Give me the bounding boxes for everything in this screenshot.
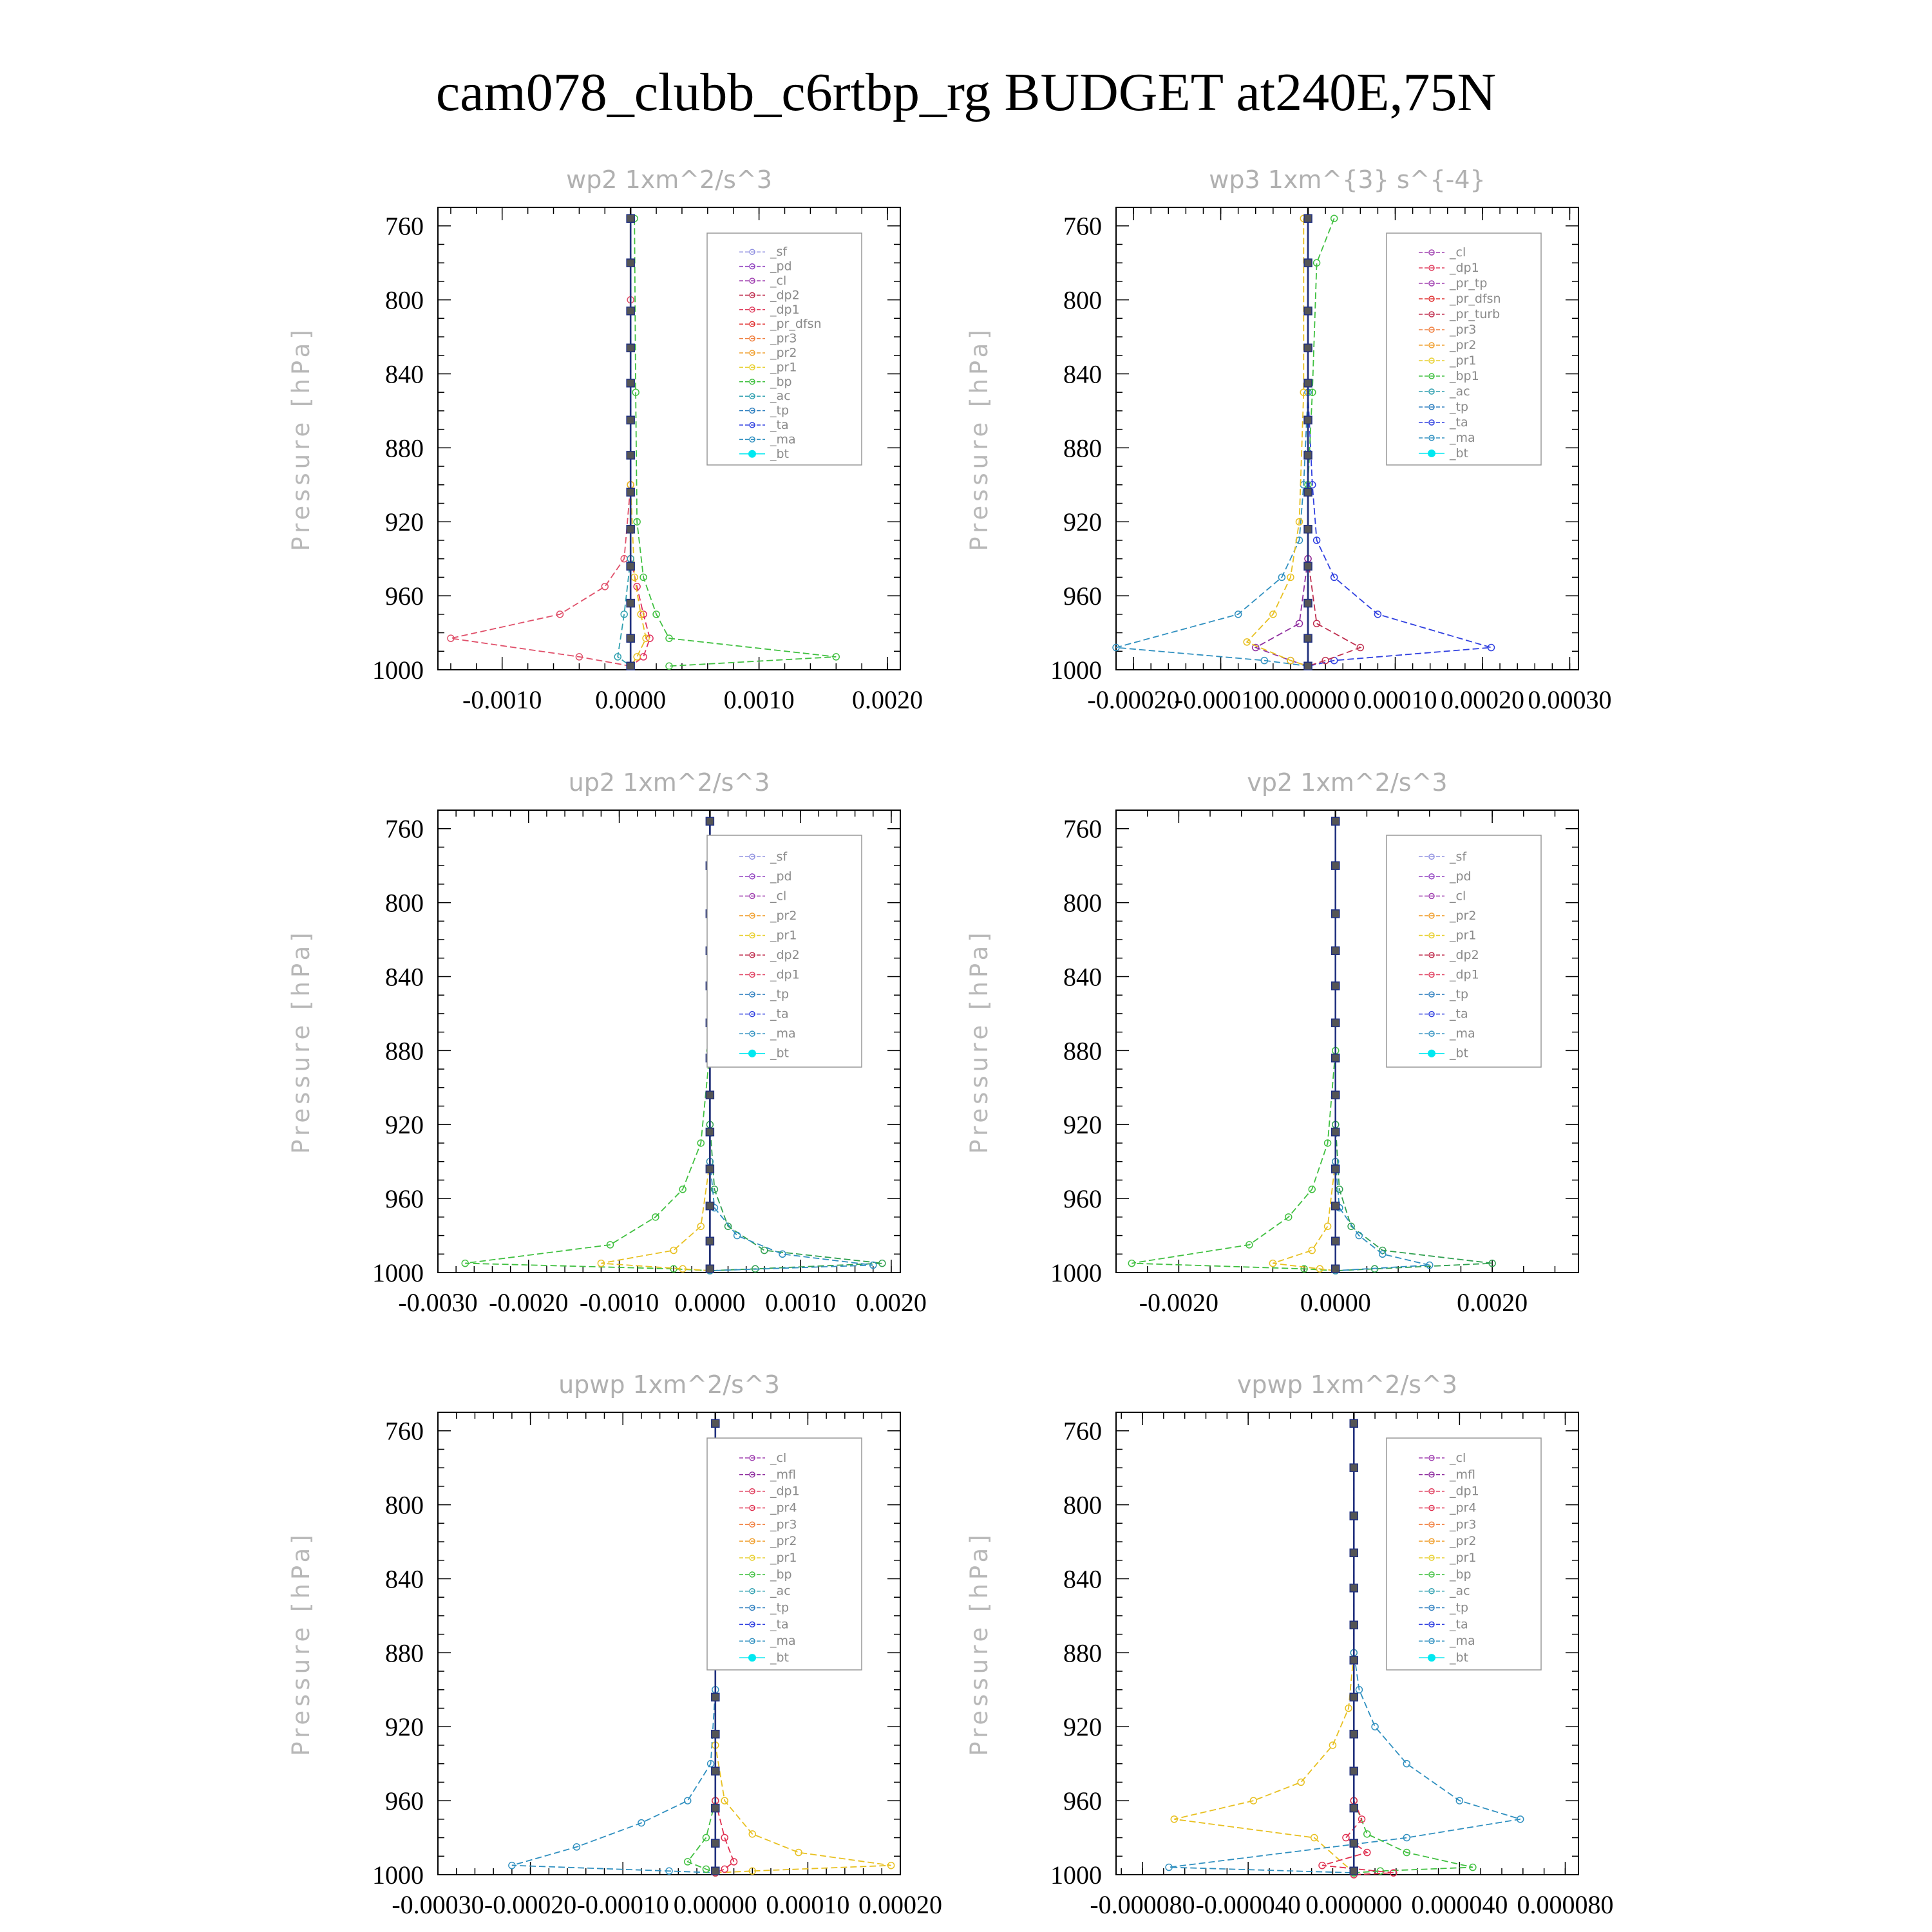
legend-entry: _pr2 bbox=[1450, 338, 1477, 352]
y-tick-label: 1000 bbox=[1050, 1861, 1102, 1889]
data-point bbox=[1350, 1656, 1358, 1664]
y-tick-label: 920 bbox=[1063, 1110, 1102, 1140]
legend-entry: _dp1 bbox=[1450, 1484, 1479, 1499]
legend-entry: _dp1 bbox=[770, 302, 800, 317]
x-tick-label: 0.0000 bbox=[674, 1288, 746, 1317]
y-tick-label: 1000 bbox=[372, 656, 424, 685]
chart-panel-5 bbox=[287, 1370, 942, 1919]
y-tick-label: 840 bbox=[1063, 359, 1102, 389]
y-axis-label: Pressure [hPa] bbox=[965, 326, 993, 551]
chart-panel-2 bbox=[965, 166, 1611, 714]
legend-entry: _pr2 bbox=[1450, 908, 1477, 923]
y-tick-label: 920 bbox=[385, 507, 424, 537]
data-point bbox=[640, 654, 647, 660]
data-point bbox=[1304, 416, 1312, 424]
data-point bbox=[1304, 662, 1312, 670]
legend-entry: _ta bbox=[1450, 415, 1468, 430]
y-axis-label: Pressure [hPa] bbox=[287, 1531, 315, 1756]
data-point bbox=[712, 1839, 719, 1847]
y-tick-label: 880 bbox=[385, 1036, 424, 1066]
series-line-pr_turb bbox=[1256, 218, 1308, 666]
x-tick-label: -0.0020 bbox=[1139, 1288, 1219, 1317]
y-tick-label: 960 bbox=[1063, 1184, 1102, 1214]
legend-entry: _bt bbox=[770, 1046, 790, 1061]
x-tick-label: 0.000000 bbox=[1305, 1890, 1403, 1919]
legend-entry: _ac bbox=[770, 389, 791, 404]
legend-entry: _tp bbox=[1450, 1600, 1469, 1615]
x-tick-label: 0.00020 bbox=[1440, 685, 1524, 714]
y-tick-label: 760 bbox=[1063, 211, 1102, 241]
y-tick-label: 760 bbox=[1063, 814, 1102, 844]
data-point bbox=[1332, 1237, 1340, 1245]
data-point bbox=[712, 1419, 719, 1427]
data-point bbox=[1332, 1202, 1340, 1210]
data-point bbox=[1304, 562, 1312, 570]
x-tick-label: 0.000040 bbox=[1411, 1890, 1508, 1919]
data-point bbox=[627, 416, 634, 424]
legend-entry: _pr3 bbox=[770, 331, 797, 346]
x-tick-label: 0.0020 bbox=[1457, 1288, 1528, 1317]
legend-marker bbox=[1428, 450, 1435, 457]
data-point bbox=[1314, 620, 1320, 627]
data-point bbox=[1332, 1128, 1340, 1136]
y-tick-label: 880 bbox=[1063, 1638, 1102, 1668]
y-tick-label: 800 bbox=[1063, 285, 1102, 315]
panel-title: wp2 1xm^2/s^3 bbox=[566, 166, 772, 194]
legend-entry: _dp1 bbox=[1450, 967, 1479, 982]
data-point bbox=[1325, 1223, 1331, 1229]
data-point bbox=[1350, 1584, 1358, 1592]
x-tick-label: -0.00020 bbox=[1087, 685, 1180, 714]
data-point bbox=[627, 634, 634, 642]
data-point bbox=[1332, 982, 1340, 990]
data-point bbox=[1304, 451, 1312, 459]
data-point bbox=[1309, 1247, 1315, 1254]
legend-entry: _dp2 bbox=[1450, 948, 1479, 962]
x-tick-label: -0.000080 bbox=[1090, 1890, 1195, 1919]
legend-marker bbox=[1428, 1050, 1435, 1057]
legend-entry: _pr4 bbox=[1450, 1501, 1477, 1515]
x-tick-label: 0.00000 bbox=[673, 1890, 757, 1919]
x-tick-label: -0.00010 bbox=[576, 1890, 669, 1919]
legend-entry: _bt bbox=[770, 446, 790, 461]
legend-entry: _pr_turb bbox=[1450, 307, 1501, 321]
panel-title: up2 1xm^2/s^3 bbox=[568, 768, 770, 797]
x-tick-label: 0.0000 bbox=[1300, 1288, 1371, 1317]
legend-entry: _cl bbox=[770, 274, 787, 288]
legend-entry: _pr_dfsn bbox=[1450, 292, 1501, 306]
data-point bbox=[627, 379, 634, 387]
y-tick-label: 960 bbox=[385, 582, 424, 611]
legend-entry: _ac bbox=[770, 1584, 791, 1598]
x-tick-label: 0.0010 bbox=[723, 685, 795, 714]
data-point bbox=[721, 1866, 728, 1872]
data-point bbox=[1350, 1419, 1358, 1427]
legend-entry: _ma bbox=[770, 1634, 796, 1649]
data-point bbox=[706, 1237, 714, 1245]
y-tick-label: 960 bbox=[385, 1184, 424, 1214]
data-point bbox=[712, 1693, 719, 1701]
page-title: cam078_clubb_c6rtbp_rg BUDGET at240E,75N bbox=[435, 62, 1497, 122]
y-tick-label: 1000 bbox=[1050, 1258, 1102, 1287]
y-tick-label: 800 bbox=[1063, 1490, 1102, 1520]
y-tick-label: 920 bbox=[1063, 507, 1102, 537]
data-point bbox=[627, 307, 634, 315]
y-tick-label: 960 bbox=[1063, 582, 1102, 611]
legend-entry: _cl bbox=[770, 889, 787, 904]
data-point bbox=[1332, 817, 1340, 825]
legend-entry: _ma bbox=[1450, 1634, 1475, 1649]
legend-entry: _pr3 bbox=[1450, 323, 1477, 337]
x-tick-label: 0.000080 bbox=[1517, 1890, 1614, 1919]
legend-entry: _bt bbox=[1450, 1651, 1469, 1665]
series-line-ma bbox=[1116, 218, 1308, 666]
data-point bbox=[1332, 1091, 1340, 1099]
x-tick-label: 0.00000 bbox=[1266, 685, 1350, 714]
data-point bbox=[1332, 1054, 1340, 1062]
x-tick-label: -0.00010 bbox=[1174, 685, 1267, 714]
data-point bbox=[627, 600, 634, 607]
data-point bbox=[627, 488, 634, 496]
legend-entry: _dp1 bbox=[770, 1484, 800, 1499]
series-line-pr1 bbox=[601, 821, 710, 1271]
chart-panel-6 bbox=[965, 1370, 1613, 1919]
data-point bbox=[627, 662, 634, 670]
legend-entry: _bt bbox=[770, 1651, 790, 1665]
data-point bbox=[1488, 645, 1495, 651]
series-line-dp1 bbox=[1132, 821, 1335, 1271]
panel-title: vp2 1xm^2/s^3 bbox=[1247, 768, 1448, 797]
data-point bbox=[627, 344, 634, 352]
y-tick-label: 920 bbox=[385, 1712, 424, 1742]
data-point bbox=[1350, 1549, 1358, 1557]
data-point bbox=[1304, 259, 1312, 267]
x-tick-label: -0.00030 bbox=[392, 1890, 484, 1919]
legend-entry: _ta bbox=[1450, 1007, 1468, 1021]
y-tick-label: 880 bbox=[1063, 1036, 1102, 1066]
series-line-dp1 bbox=[451, 218, 630, 666]
x-tick-label: -0.00020 bbox=[484, 1890, 577, 1919]
legend-entry: _tp bbox=[770, 987, 790, 1002]
y-tick-label: 760 bbox=[1063, 1416, 1102, 1446]
legend-entry: _pr2 bbox=[770, 908, 797, 923]
x-tick-label: 0.0010 bbox=[765, 1288, 837, 1317]
data-point bbox=[1364, 1831, 1370, 1837]
y-tick-label: 1000 bbox=[372, 1258, 424, 1287]
data-point bbox=[1332, 910, 1340, 918]
data-point bbox=[1350, 1512, 1358, 1520]
y-axis-label: Pressure [hPa] bbox=[965, 929, 993, 1154]
y-tick-label: 760 bbox=[385, 211, 424, 241]
legend-entry: _ma bbox=[1450, 1027, 1475, 1041]
data-point bbox=[731, 1859, 737, 1865]
data-point bbox=[712, 1730, 719, 1738]
y-tick-label: 960 bbox=[1063, 1786, 1102, 1816]
legend bbox=[707, 233, 862, 465]
legend-entry: _pr1 bbox=[770, 1551, 797, 1565]
legend-entry: _pr1 bbox=[1450, 928, 1477, 943]
legend-entry: _sf bbox=[1450, 849, 1467, 864]
x-tick-label: -0.0010 bbox=[462, 685, 542, 714]
legend-entry: _sf bbox=[770, 245, 788, 260]
data-point bbox=[627, 562, 634, 570]
legend-entry: _cl bbox=[770, 1450, 787, 1465]
legend bbox=[1387, 233, 1541, 465]
y-tick-label: 840 bbox=[1063, 1564, 1102, 1594]
y-tick-label: 760 bbox=[385, 814, 424, 844]
data-point bbox=[1403, 1761, 1410, 1767]
y-tick-label: 840 bbox=[385, 962, 424, 992]
y-tick-label: 920 bbox=[385, 1110, 424, 1140]
legend-entry: _tp bbox=[770, 403, 790, 418]
legend-entry: _ma bbox=[1450, 431, 1475, 445]
y-tick-label: 880 bbox=[385, 433, 424, 463]
data-point bbox=[685, 1797, 691, 1804]
data-point bbox=[706, 817, 714, 825]
y-tick-label: 840 bbox=[385, 1564, 424, 1594]
data-point bbox=[712, 1767, 719, 1775]
data-point bbox=[1372, 1723, 1378, 1730]
legend-entry: _mfl bbox=[1450, 1467, 1475, 1482]
data-point bbox=[1332, 1165, 1340, 1173]
data-point bbox=[1304, 488, 1312, 496]
y-tick-label: 800 bbox=[385, 285, 424, 315]
x-tick-label: 0.00010 bbox=[1353, 685, 1437, 714]
data-point bbox=[1304, 526, 1312, 533]
data-point bbox=[734, 1233, 741, 1239]
data-point bbox=[1304, 214, 1312, 222]
legend bbox=[1387, 835, 1541, 1067]
legend-entry: _tp bbox=[1450, 400, 1469, 414]
legend-entry: _pr2 bbox=[1450, 1534, 1477, 1549]
data-point bbox=[1329, 1742, 1336, 1748]
legend-entry: _pd bbox=[770, 869, 792, 884]
legend-entry: _dp2 bbox=[770, 288, 800, 303]
legend-entry: _ac bbox=[1450, 1584, 1470, 1598]
data-point bbox=[601, 583, 608, 590]
legend-marker bbox=[748, 1050, 756, 1057]
y-tick-label: 840 bbox=[385, 359, 424, 389]
legend-entry: _ta bbox=[770, 1007, 789, 1021]
data-point bbox=[1332, 862, 1340, 869]
legend-entry: _pr2 bbox=[770, 1534, 797, 1549]
panel-title: upwp 1xm^2/s^3 bbox=[558, 1370, 780, 1399]
data-point bbox=[1304, 344, 1312, 352]
y-axis-label: Pressure [hPa] bbox=[287, 326, 315, 551]
data-point bbox=[1304, 379, 1312, 387]
data-point bbox=[1304, 634, 1312, 642]
legend-entry: _pr1 bbox=[1450, 1551, 1477, 1565]
legend-entry: _bp bbox=[1450, 1567, 1472, 1582]
x-tick-label: 0.0020 bbox=[855, 1288, 927, 1317]
data-point bbox=[1332, 1265, 1340, 1273]
y-tick-label: 960 bbox=[385, 1786, 424, 1816]
legend-entry: _ac bbox=[1450, 384, 1470, 399]
data-point bbox=[1350, 1730, 1358, 1738]
legend-entry: _tp bbox=[1450, 987, 1469, 1002]
x-tick-label: -0.000040 bbox=[1195, 1890, 1301, 1919]
legend-entry: _pr_tp bbox=[1450, 276, 1488, 290]
data-point bbox=[1304, 600, 1312, 607]
legend-marker bbox=[748, 1654, 756, 1662]
legend-entry: _dp2 bbox=[770, 948, 800, 962]
legend-entry: _pr3 bbox=[770, 1517, 797, 1532]
data-point bbox=[627, 526, 634, 533]
legend-entry: _cl bbox=[1450, 1450, 1466, 1465]
legend-entry: _pr1 bbox=[770, 360, 797, 375]
legend-entry: _ta bbox=[770, 1617, 789, 1632]
x-tick-label: 0.0020 bbox=[852, 685, 923, 714]
data-point bbox=[712, 1804, 719, 1812]
x-tick-label: -0.0010 bbox=[579, 1288, 659, 1317]
legend-entry: _cl bbox=[1450, 245, 1466, 260]
data-point bbox=[1350, 1839, 1358, 1847]
y-tick-label: 880 bbox=[1063, 433, 1102, 463]
data-point bbox=[1350, 1621, 1358, 1629]
data-point bbox=[1350, 1867, 1358, 1875]
legend bbox=[707, 1438, 862, 1670]
series-line-dp1 bbox=[465, 821, 710, 1271]
legend-entry: _cl bbox=[1450, 889, 1466, 904]
data-point bbox=[1332, 1019, 1340, 1027]
x-tick-label: 0.00030 bbox=[1528, 685, 1612, 714]
data-point bbox=[1296, 620, 1302, 627]
data-point bbox=[706, 1128, 714, 1136]
legend-entry: _bp1 bbox=[1450, 369, 1479, 383]
legend-marker bbox=[748, 450, 756, 458]
y-tick-label: 800 bbox=[385, 888, 424, 918]
x-tick-label: -0.0030 bbox=[398, 1288, 478, 1317]
y-tick-label: 920 bbox=[1063, 1712, 1102, 1742]
panel-title: wp3 1xm^{3} s^{-4} bbox=[1209, 166, 1486, 194]
series-line-pr1 bbox=[1273, 821, 1335, 1271]
data-point bbox=[1304, 307, 1312, 315]
legend-entry: _ma bbox=[770, 432, 796, 447]
data-point bbox=[706, 1165, 714, 1173]
legend bbox=[1387, 1438, 1541, 1670]
legend bbox=[707, 835, 862, 1067]
data-point bbox=[627, 451, 634, 459]
data-point bbox=[627, 259, 634, 267]
legend-entry: _ta bbox=[1450, 1617, 1468, 1632]
legend-entry: _pd bbox=[770, 259, 792, 274]
data-point bbox=[1298, 1779, 1304, 1785]
x-tick-label: 0.0000 bbox=[595, 685, 667, 714]
legend-entry: _ma bbox=[770, 1027, 796, 1041]
legend-entry: _dp1 bbox=[1450, 261, 1479, 275]
series-line-tp bbox=[512, 1423, 715, 1873]
y-tick-label: 760 bbox=[385, 1416, 424, 1446]
y-tick-label: 1000 bbox=[1050, 656, 1102, 685]
panel-title: vpwp 1xm^2/s^3 bbox=[1236, 1370, 1458, 1399]
data-point bbox=[1350, 1767, 1358, 1775]
data-point bbox=[712, 1867, 719, 1875]
legend-entry: _dp1 bbox=[770, 967, 800, 982]
x-tick-label: 0.00010 bbox=[766, 1890, 850, 1919]
x-tick-label: 0.00020 bbox=[858, 1890, 942, 1919]
x-tick-label: -0.0020 bbox=[489, 1288, 569, 1317]
data-point bbox=[1343, 1835, 1349, 1841]
y-tick-label: 800 bbox=[385, 1490, 424, 1520]
data-point bbox=[1350, 1693, 1358, 1701]
y-axis-label: Pressure [hPa] bbox=[287, 929, 315, 1154]
legend-entry: _tp bbox=[770, 1600, 790, 1615]
legend-entry: _pr4 bbox=[770, 1501, 797, 1515]
legend-entry: _pr_dfsn bbox=[770, 317, 822, 332]
legend-entry: _pr3 bbox=[1450, 1517, 1477, 1532]
y-tick-label: 840 bbox=[1063, 962, 1102, 992]
data-point bbox=[1350, 1804, 1358, 1812]
legend-entry: _pr2 bbox=[770, 346, 797, 360]
legend-entry: _bp bbox=[770, 374, 792, 389]
legend-entry: _sf bbox=[770, 849, 788, 864]
data-point bbox=[706, 1202, 714, 1210]
data-point bbox=[706, 1091, 714, 1099]
y-axis-label: Pressure [hPa] bbox=[965, 1531, 993, 1756]
chart-panel-3 bbox=[287, 768, 927, 1317]
legend-entry: _ta bbox=[770, 418, 789, 432]
y-tick-label: 1000 bbox=[372, 1861, 424, 1889]
chart-panel-1 bbox=[287, 166, 923, 714]
legend-marker bbox=[1428, 1654, 1435, 1662]
series-line-pr1 bbox=[1174, 1423, 1354, 1873]
data-point bbox=[1332, 947, 1340, 954]
legend-entry: _pd bbox=[1450, 869, 1472, 884]
legend-entry: _pr1 bbox=[770, 928, 797, 943]
legend-entry: _bt bbox=[1450, 446, 1469, 460]
data-point bbox=[627, 214, 634, 222]
data-point bbox=[634, 654, 640, 660]
legend-entry: _bt bbox=[1450, 1046, 1469, 1061]
y-tick-label: 800 bbox=[1063, 888, 1102, 918]
y-tick-label: 880 bbox=[385, 1638, 424, 1668]
data-point bbox=[706, 1265, 714, 1273]
chart-panel-4 bbox=[965, 768, 1578, 1317]
legend-entry: _mfl bbox=[770, 1467, 796, 1482]
legend-entry: _pr1 bbox=[1450, 354, 1477, 368]
legend-entry: _bp bbox=[770, 1567, 792, 1582]
data-point bbox=[1350, 1464, 1358, 1472]
data-point bbox=[670, 1247, 677, 1254]
